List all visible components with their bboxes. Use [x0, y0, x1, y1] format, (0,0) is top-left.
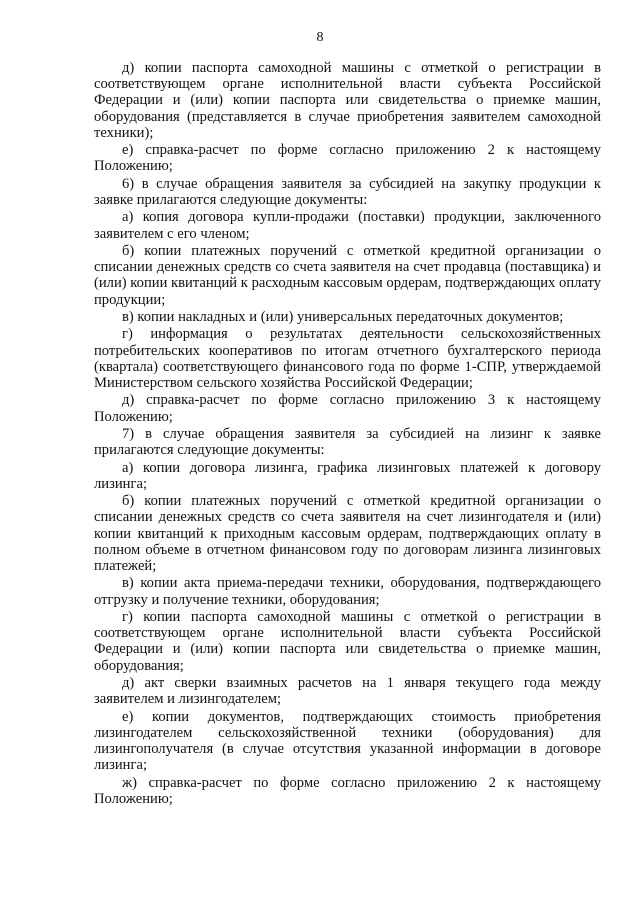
document-body	[94, 60, 601, 807]
page-number: 8	[316, 30, 324, 45]
paragraph-7a: а) копии договора лизинга, графика лизинговых платежей к договору лизинга;	[94, 459, 601, 492]
paragraph-5e: е) справка-расчет по форме согласно приложению 2 к настоящему Положению;	[94, 142, 601, 175]
paragraph-7: 7) в случае обращения заявителя за субсидией на лизинг к заявке прилагаются следующие документы:	[94, 425, 601, 459]
paragraph-7e: е) копии документов, подтверждающих стоимость приобретения лизингодателем сельскохозяйственной техники (оборудования) для лизингополучателя (в случае отсутствия указанной информации в договоре лизинга;	[94, 708, 601, 774]
paragraph-6v: в) копии накладных и (или) универсальных передаточных документов;	[122, 308, 564, 325]
paragraph-7b: б) копии платежных поручений с отметкой кредитной организации о списании денежных средств со счета заявителя на счет лизингодателя и (или) копии квитанций к приходным кассовым ордерам, подтверждающих оплату в полном объеме в отчетном финансовом году по договорам лизинга лизинговых платежей;	[94, 493, 601, 574]
paragraph-7v: в) копии акта приема-передачи техники, оборудования, подтверждающего отгрузку и получение техники, оборудования;	[94, 575, 601, 608]
paragraph-7zh: ж) справка-расчет по форме согласно приложению 2 к настоящему Положению;	[94, 774, 601, 807]
paragraph-6a: а) копия договора купли-продажи (поставки) продукции, заключенного заявителем с его членом;	[94, 209, 601, 242]
paragraph-7d: д) акт сверки взаимных расчетов на 1 января текущего года между заявителем и лизингодателем;	[94, 674, 601, 708]
paragraph-6b: б) копии платежных поручений с отметкой кредитной организации о списании денежных средств со счета заявителя на счет продавца (поставщика) и (или) копии квитанций к расходным кассовым ордерам, подтверждающих оплату продукции;	[94, 242, 601, 308]
paragraph-6g: г) информация о результатах деятельности сельскохозяйственных потребительских кооперативов по итогам отчетного бухгалтерского периода (квартала) соответствующего финансового года по форме 1-СПР, утверждаемой Министерством сельского хозяйства Российской Федерации;	[94, 326, 601, 391]
paragraph-7g: г) копии паспорта самоходной машины с отметкой о регистрации в соответствующем органе исполнительной власти субъекта Российской Федерации и (или) копии паспорта или свидетельства о приемке машин, оборудования;	[94, 608, 601, 674]
paragraph-5d: д) копии паспорта самоходной машины с отметкой о регистрации в соответствующем органе исполнительной власти субъекта Российской Федерации и (или) копии паспорта или свидетельства о приемке машин, оборудования (представляется в случае приобретения заявителем самоходной техники);	[94, 60, 601, 141]
paragraph-6d: д) справка-расчет по форме согласно приложению 3 к настоящему Положению;	[94, 392, 601, 425]
paragraph-6: 6) в случае обращения заявителя за субсидией на закупку продукции к заявке прилагаются следующие документы:	[94, 175, 601, 208]
